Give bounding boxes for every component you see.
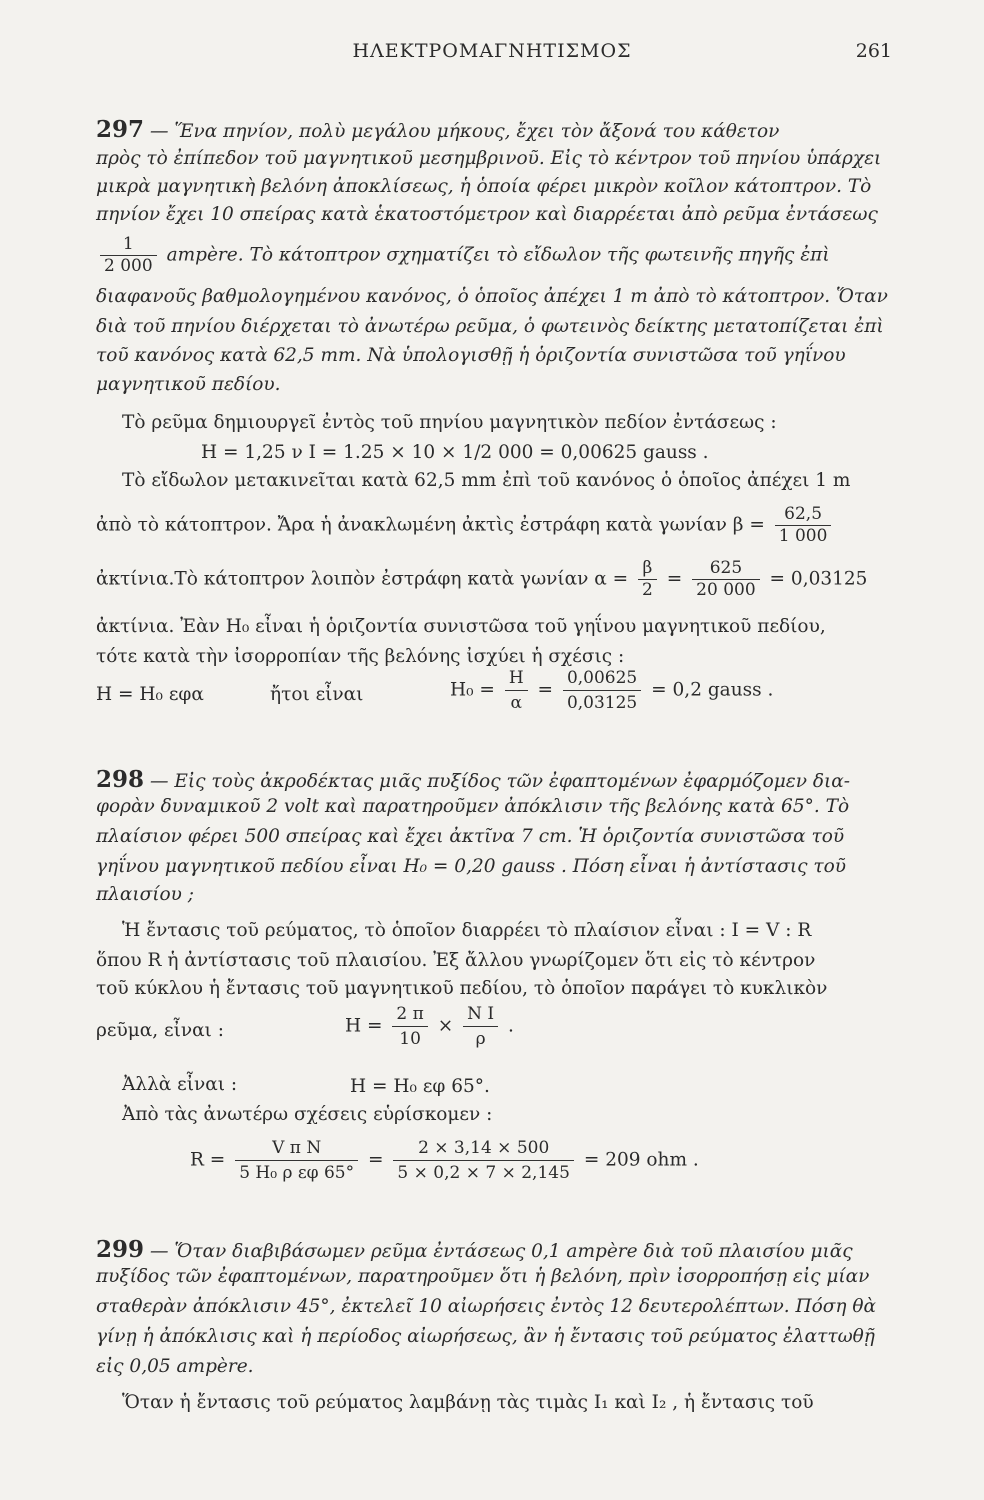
- solution-299-line-1: Ὅταν ἡ ἔντασις τοῦ ρεύματος λαμβάνῃ τὰς τιμὰς I₁ καὶ I₂ , ἡ ἔντασις τοῦ: [122, 1392, 814, 1413]
- fraction: $\frac{H}{\alpha}$: [505, 668, 528, 713]
- solution-298-line-3: τοῦ κύκλου ἡ ἔντασις τοῦ μαγνητικοῦ πεδίου, τὸ ὁποῖον παράγει τὸ κυκλικὸν: [96, 978, 828, 999]
- problem-298-line-1: 298 — Εἰς τοὺς ἀκροδέκτας μιᾶς πυξίδος τῶν ἐφαπτομένων ἐφαρμόζομεν δια-: [96, 766, 850, 793]
- problem-297-line-1: 297 — Ἕνα πηνίον, πολὺ μεγάλου μήκους, ἔχει τὸν ἄξονά του κάθετον: [96, 116, 780, 143]
- problem-297-line-3: μικρὰ μαγνητικὴ βελόνη ἀποκλίσεως, ἡ ὁποία φέρει μικρὸν κοῖλον κάτοπτρον. Τὸ: [96, 176, 872, 197]
- problem-298-line-5: πλαισίου ;: [96, 884, 195, 905]
- problem-299-line-4: γίνῃ ἡ ἀπόκλισις καὶ ἡ περίοδος αἰωρήσεως, ἂν ἡ ἔντασις τοῦ ρεύματος ἐλαττωθῇ: [96, 1326, 875, 1347]
- equation-h-h0: H = H₀ εφα: [96, 684, 204, 705]
- problem-298-line-3: πλαίσιον φέρει 500 σπείρας καὶ ἔχει ἀκτῖνα 7 cm. Ἡ ὁριζοντία συνιστῶσα τοῦ: [96, 826, 845, 847]
- problem-number: 299: [96, 1236, 145, 1263]
- fraction: $\frac{2 \times 3,14 \times 500}{5 \times 0,2 \times 7 \times 2,145}$: [393, 1138, 574, 1183]
- problem-299-line-1: 299 — Ὅταν διαβιβάσωμεν ρεῦμα ἐντάσεως 0,1 ampère διὰ τοῦ πλαισίου μιᾶς: [96, 1236, 853, 1263]
- solution-297-line-1: Τὸ ρεῦμα δημιουργεῖ ἐντὸς τοῦ πηνίου μαγνητικὸν πεδίον ἐντάσεως :: [122, 412, 777, 433]
- solution-297-line-6: ἀκτίνια. Ἐὰν H₀ εἶναι ἡ ὁριζοντία συνιστῶσα τοῦ γηΐνου μαγνητικοῦ πεδίου,: [96, 616, 826, 637]
- solution-298-line-2: ὅπου R ἡ ἀντίστασις τοῦ πλαισίου. Ἐξ ἄλλου γνωρίζομεν ὅτι εἰς τὸ κέντρον: [96, 950, 816, 971]
- solution-297-line-4: ἀπὸ τὸ κάτοπτρον. Ἄρα ἡ ἀνακλωμένη ἀκτὶς ἐστράφη κατὰ γωνίαν β = $\frac{62,5}{1 000}$: [96, 506, 896, 545]
- fraction: $\frac{625}{20 000}$: [692, 560, 759, 599]
- problem-297-line-9: μαγνητικοῦ πεδίου.: [96, 374, 281, 395]
- problem-297-line-2: πρὸς τὸ ἐπίπεδον τοῦ μαγνητικοῦ μεσημβρινοῦ. Εἰς τὸ κέντρον τοῦ πηνίου ὑπάρχει: [96, 148, 882, 169]
- solution-297-line-7: τότε κατὰ τὴν ἰσορροπίαν τῆς βελόνης ἰσχύει ἡ σχέσις :: [96, 646, 625, 667]
- problem-298-line-4: γηΐνου μαγνητικοῦ πεδίου εἶναι H₀ = 0,20 gauss . Πόση εἶναι ἡ ἀντίστασις τοῦ: [96, 856, 846, 877]
- fraction: $\frac{\text{V π N}}{\text{5 H₀ ρ εφ 65°}}$: [235, 1138, 358, 1183]
- solution-298-line-1: Ἡ ἔντασις τοῦ ρεύματος, τὸ ὁποῖον διαρρέει τὸ πλαίσιον εἶναι : I = V : R: [122, 920, 812, 941]
- solution-297-line-3: Τὸ εἴδωλον μετακινεῖται κατὰ 62,5 mm ἐπὶ τοῦ κανόνος ὁ ὁποῖος ἀπέχει 1 m: [122, 470, 851, 491]
- equation-h0-result: H₀ = $\frac{H}{\alpha}$ = $\frac{0,00625}{0,03125}$ = 0,2 gauss .: [450, 668, 774, 713]
- problem-299-line-5: εἰς 0,05 ampère.: [96, 1356, 254, 1377]
- problem-297-line-8: τοῦ κανόνος κατὰ 62,5 mm. Νὰ ὑπολογισθῇ ἡ ὁριζοντία συνιστῶσα τοῦ γηΐνου: [96, 345, 846, 366]
- problem-number: 297: [96, 116, 145, 143]
- problem-297-line-7: διὰ τοῦ πηνίου διέρχεται τὸ ἀνωτέρω ρεῦμα, ὁ φωτεινὸς δείκτης μετατοπίζεται ἐπὶ: [96, 316, 884, 337]
- equation-connector: ἤτοι εἶναι: [270, 684, 364, 705]
- solution-298-line-4: ρεῦμα, εἶναι :: [96, 1020, 224, 1041]
- fraction: $\frac{62,5}{1 000}$: [775, 506, 832, 545]
- problem-299-line-3: σταθερὰν ἀπόκλισιν 45°, ἐκτελεῖ 10 αἰωρήσεις ἐντὸς 12 δευτερολέπτων. Πόση θὰ: [96, 1296, 876, 1317]
- problem-299-line-2: πυξίδος τῶν ἐφαπτομένων, παρατηροῦμεν ὅτι ἡ βελόνη, πρὶν ἰσορροπήσῃ εἰς μίαν: [96, 1266, 870, 1287]
- solution-298-line-6: Ἀπὸ τὰς ἀνωτέρω σχέσεις εὑρίσκομεν :: [122, 1104, 493, 1125]
- fraction: $\frac{0,00625}{0,03125}$: [563, 668, 641, 713]
- fraction: $\frac{2 \pi}{10}$: [392, 1004, 427, 1049]
- problem-297-line-5: $\frac{1}{2 000}$ ampère. Τὸ κάτοπτρον σχηματίζει τὸ εἴδωλον τῆς φωτεινῆς πηγῆς ἐπὶ: [96, 236, 896, 275]
- problem-298-line-2: φορὰν δυναμικοῦ 2 volt καὶ παρατηροῦμεν ἀπόκλισιν τῆς βελόνης κατὰ 65°. Τὸ: [96, 796, 850, 817]
- solution-297-line-5: ἀκτίνια.Τὸ κάτοπτρον λοιπὸν ἐστράφη κατὰ γωνίαν α = $\frac{\beta}{2}$ = $\frac{625}{20 000}$ = 0,03125: [96, 558, 868, 600]
- problem-297-line-6: διαφανοῦς βαθμολογημένου κανόνος, ὁ ὁποῖος ἀπέχει 1 m ἀπὸ τὸ κάτοπτρον. Ὅταν: [96, 286, 888, 307]
- fraction: $\frac{\text{N I}}{\rho}$: [463, 1004, 498, 1049]
- fraction: $\frac{\beta}{2}$: [638, 560, 657, 599]
- running-header: ΗΛΕΚΤΡΟΜΑΓΝΗΤΙΣΜΟΣ: [352, 40, 632, 62]
- equation-resistance: R = $\frac{\text{V π N}}{\text{5 H₀ ρ εφ 65°}}$ = $\frac{2 \times 3,14 \times 500}{5 \times 0,2 \times 7 \times 2,145}$ = 209 ohm .: [190, 1138, 699, 1183]
- fraction: $\frac{1}{2 000}$: [100, 236, 157, 275]
- equation-h-field: H = $\frac{2 \pi}{10}$ × $\frac{\text{N I}}{\rho}$ .: [345, 1004, 514, 1049]
- solution-297-equation-1: H = 1,25 ν I = 1.25 × 10 × 1/2 000 = 0,00625 gauss .: [201, 442, 709, 463]
- page-number: 261: [855, 40, 892, 62]
- problem-number: 298: [96, 766, 145, 793]
- problem-297-line-4: πηνίον ἔχει 10 σπείρας κατὰ ἑκατοστόμετρον καὶ διαρρέεται ἀπὸ ρεῦμα ἐντάσεως: [96, 204, 878, 225]
- solution-298-line-5: Ἀλλὰ εἶναι :: [122, 1074, 238, 1095]
- equation-h-tan: H = H₀ εφ 65°.: [350, 1076, 490, 1097]
